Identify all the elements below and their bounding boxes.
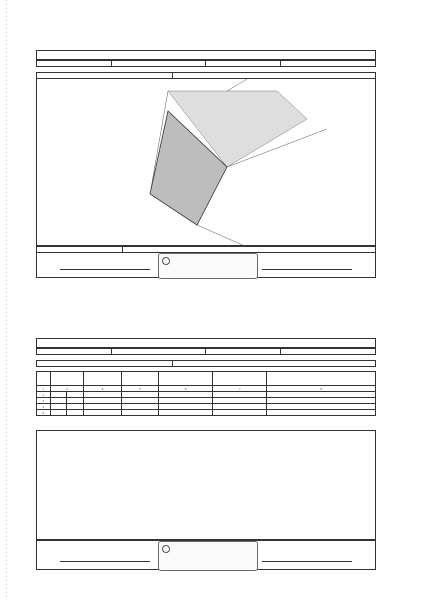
- page2-object-number-label: [37, 361, 173, 367]
- page2-meta-cell: [37, 349, 112, 355]
- header-cell: [158, 372, 212, 386]
- horizontal-distance: [121, 410, 158, 416]
- page2-meta-cell: [111, 349, 206, 355]
- page1-section-header: [36, 50, 376, 60]
- page2-meta-cell: [281, 349, 376, 355]
- column-number: 2: [50, 386, 84, 392]
- header-cell: [37, 372, 51, 386]
- page2-electronic-signature-stamp: [158, 541, 258, 571]
- page1-land-plot-sketch: [37, 79, 377, 247]
- row-number: 3: [37, 404, 51, 410]
- page1-electronic-signature-stamp: [158, 253, 258, 279]
- header-cell: [267, 372, 376, 386]
- row-number: 2: [37, 398, 51, 404]
- adjacent-owner-info: [267, 410, 376, 416]
- row-number: 4: [37, 410, 51, 416]
- page2-boundary-table: [36, 371, 376, 416]
- header-cell: [84, 372, 121, 386]
- page2-meta-cell: [206, 349, 281, 355]
- page2-object-number-value: [173, 361, 376, 367]
- boundary-description: [158, 410, 212, 416]
- page1-meta-cell: [206, 61, 281, 67]
- header-cell: [121, 372, 158, 386]
- column-number: 5: [121, 386, 158, 392]
- scan-edge-mark: [6, 0, 7, 600]
- page1-meta-cell: [37, 61, 112, 67]
- page2-blank-area: [36, 430, 376, 540]
- signature-line: [60, 269, 150, 270]
- column-number: 1: [37, 386, 51, 392]
- emblem-icon: [162, 545, 170, 553]
- header-cell: [213, 372, 267, 386]
- boundary-line: [197, 225, 247, 247]
- point-from: [50, 410, 67, 416]
- column-number: 7: [213, 386, 267, 392]
- direction-angle: [84, 410, 121, 416]
- page2-meta-table: [36, 348, 376, 355]
- column-number: 4: [84, 386, 121, 392]
- signature-line: [262, 269, 352, 270]
- boundary-line: [227, 79, 247, 91]
- page1-meta-cell: [281, 61, 376, 67]
- column-number: 6: [158, 386, 212, 392]
- table-row: [37, 410, 376, 416]
- page1-meta-table: [36, 60, 376, 67]
- signature-line: [262, 561, 352, 562]
- emblem-icon: [162, 257, 170, 265]
- adjacent-plot-number: [213, 410, 267, 416]
- row-number: 1: [37, 392, 51, 398]
- page2-section-header: [36, 338, 376, 348]
- header-cell: [50, 372, 84, 386]
- point-to: [67, 410, 84, 416]
- page2-object-number-row: [36, 360, 376, 367]
- page1-scheme-frame: [36, 78, 376, 246]
- page1-meta-cell: [111, 61, 206, 67]
- column-number: 8: [267, 386, 376, 392]
- signature-line: [60, 561, 150, 562]
